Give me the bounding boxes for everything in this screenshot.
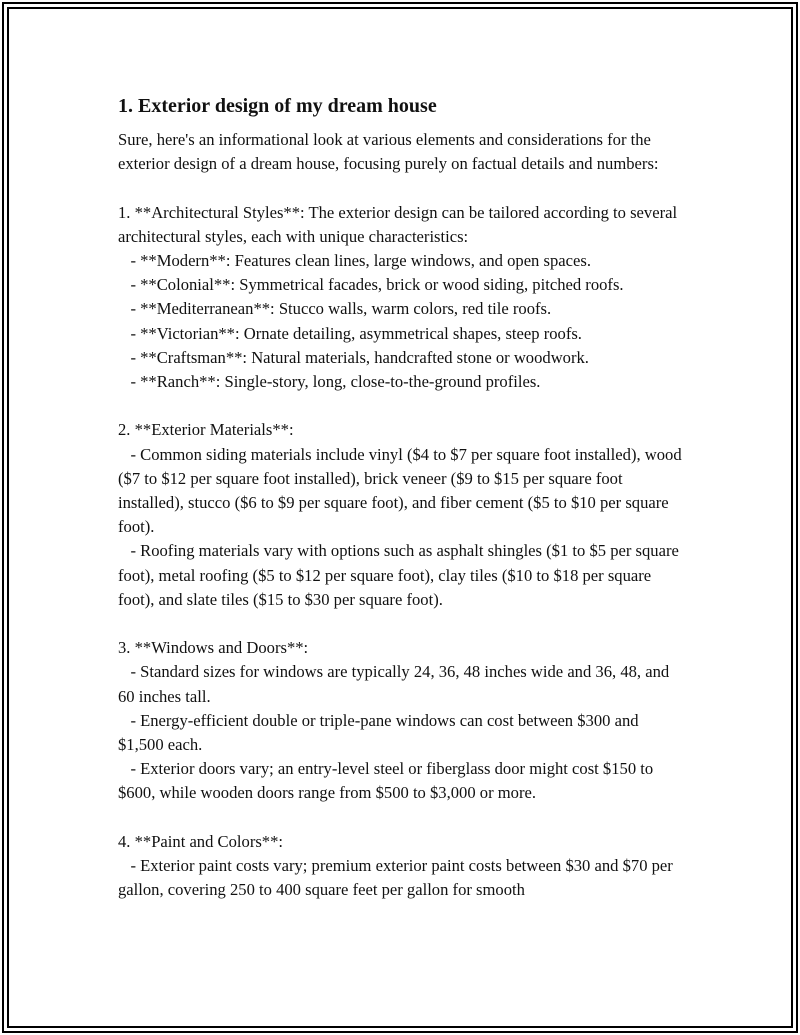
document-title: 1. Exterior design of my dream house: [118, 95, 437, 117]
document-body: Sure, here's an informational look at various elements and considerations for the exterior design of a dream house, focusing purely on factual details and numbers: 1. **Architectural Styles**: The exterior design can be tailored according to several architectural styles, each with unique characteristics: - **Modern**: Features clean lines, large windows, and open spaces. - **Colonial**: Symmetrical facades, brick or wood siding, pitched roofs. - **Mediterranean**: Stucco walls, warm colors, red tile roofs. - **Victorian**: Ornate detailing, asymmetrical shapes, steep roofs. - **Craftsman**: Natural materials, handcrafted stone or woodwork. - **Ranch**: Single-story, long, close-to-the-ground profiles. 2. **Exterior Materials**: - Common siding materials include vinyl ($4 to $7 per square foot installed), wood ($7 to $12 per square foot installed), brick veneer ($9 to $15 per square foot installed), stucco ($6 to $9 per square foot), and fiber cement ($5 to $10 per square foot). - Roofing materials vary with options such as asphalt shingles ($1 to $5 per square foot), metal roofing ($5 to $12 per square foot), clay tiles ($10 to $18 per square foot), and slate tiles ($15 to $30 per square foot). 3. **Windows and Doors**: - Standard sizes for windows are typically 24, 36, 48 inches wide and 36, 48, and 60 inches tall. - Energy-efficient double or triple-pane windows can cost between $300 and $1,500 each. - Exterior doors vary; an entry-level steel or fiberglass door might cost $150 to $600, while wooden doors range from $500 to $3,000 or more. 4. **Paint and Colors**: - Exterior paint costs vary; premium exterior paint costs between $30 and $70 per gallon, covering 250 to 400 square feet per gallon for smooth: [118, 130, 682, 900]
document-content: [118, 92, 688, 903]
